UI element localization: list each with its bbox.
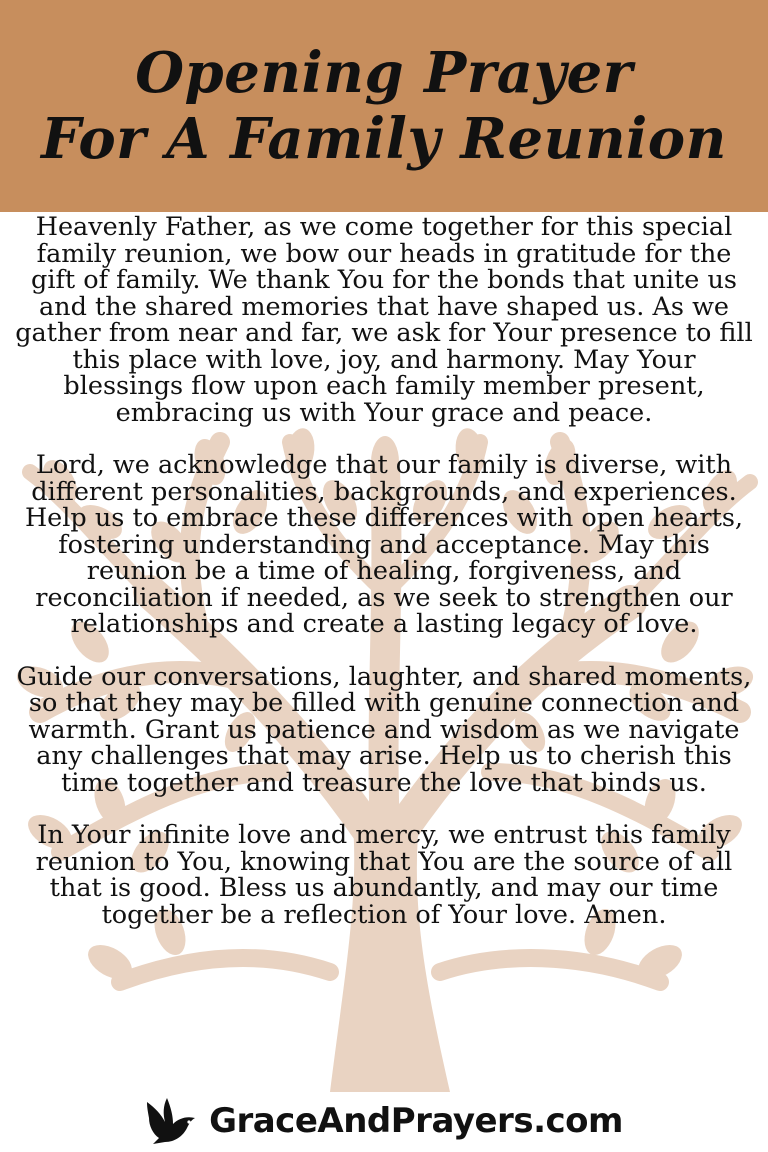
- site-name: GraceAndPrayers.com: [209, 1101, 623, 1141]
- prayer-paragraph-2: Lord, we acknowledge that our family is diverse, with different personalities, backgrounds, and experiences. Help us to embrace these differences with open hearts, fostering understanding and acceptance. May this reunion be a time of healing, forgiveness, and reconciliation if needed, as we seek to strengthen our relationships and create a lasting legacy of love.: [24, 450, 744, 639]
- footer-branding: [0, 1090, 768, 1152]
- dove-icon: [145, 1096, 199, 1146]
- prayer-paragraph-4: In Your infinite love and mercy, we entrust this family reunion to You, knowing that You are the source of all that is good. Bless us abundantly, and may our time together be a reflection of Your love. Amen.: [35, 820, 733, 930]
- page-title-line-1: Opening Prayer: [135, 40, 633, 106]
- title-banner: [0, 0, 768, 212]
- prayer-text: [14, 214, 754, 954]
- prayer-paragraph-1: Heavenly Father, as we come together for this special family reunion, we bow our heads in gratitude for the gift of family. We thank You for the bonds that unite us and the shared memories that have shaped us. As we gather from near and far, we ask for Your presence to fill this place with love, joy, and harmony. May Your blessings flow upon each family member present, embracing us with Your grace and peace.: [15, 212, 753, 428]
- prayer-paragraph-3: Guide our conversations, laughter, and shared moments, so that they may be filled with genuine connection and warmth. Grant us patience and wisdom as we navigate any challenges that may arise. Help us to cherish this time together and treasure the love that binds us.: [16, 661, 752, 798]
- page-title-line-2: For A Family Reunion: [41, 106, 727, 172]
